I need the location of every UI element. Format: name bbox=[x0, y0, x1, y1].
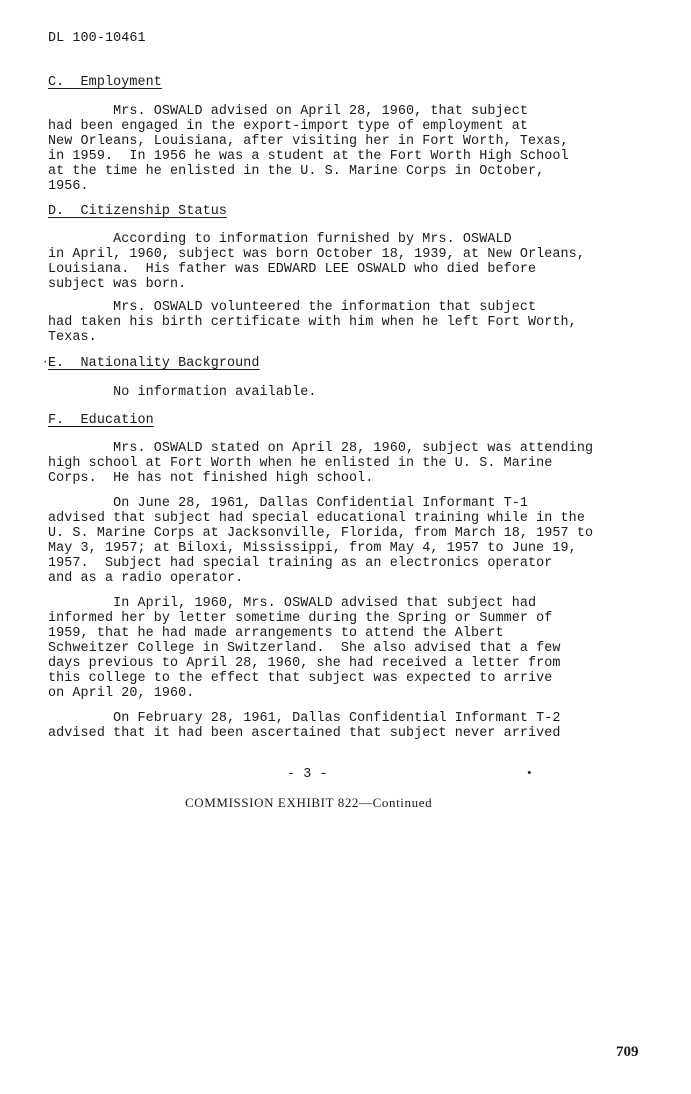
text-line: Texas. bbox=[48, 330, 97, 345]
text-line: No information available. bbox=[48, 385, 317, 400]
text-line: high school at Fort Worth when he enlisted in the U. S. Marine bbox=[48, 456, 553, 471]
text-line: in 1959. In 1956 he was a student at the Fort Worth High School bbox=[48, 149, 569, 164]
text-line: According to information furnished by Mrs. OSWALD bbox=[48, 232, 512, 247]
text-line: and as a radio operator. bbox=[48, 571, 244, 586]
heading-education: F. Education bbox=[48, 413, 154, 428]
text-line: Mrs. OSWALD advised on April 28, 1960, that subject bbox=[48, 104, 529, 119]
text-line: May 3, 1957; at Biloxi, Mississippi, from May 4, 1957 to June 19, bbox=[48, 541, 577, 556]
text-line: days previous to April 28, 1960, she had received a letter from bbox=[48, 656, 561, 671]
text-line: had taken his birth certificate with him when he left Fort Worth, bbox=[48, 315, 577, 330]
text-line: Schweitzer College in Switzerland. She also advised that a few bbox=[48, 641, 561, 656]
text-line: subject was born. bbox=[48, 277, 187, 292]
margin-tick-mark: · bbox=[42, 357, 49, 369]
heading-nationality-background: E. Nationality Background bbox=[48, 356, 260, 371]
text-line: this college to the effect that subject was expected to arrive bbox=[48, 671, 553, 686]
text-line: advised that it had been ascertained that subject never arrived bbox=[48, 726, 561, 741]
text-line: Mrs. OSWALD stated on April 28, 1960, subject was attending bbox=[48, 441, 594, 456]
text-line: advised that subject had special educational training while in the bbox=[48, 511, 585, 526]
file-number: DL 100-10461 bbox=[48, 31, 146, 46]
page-number: 709 bbox=[616, 1044, 639, 1060]
text-line: informed her by letter sometime during the Spring or Summer of bbox=[48, 611, 553, 626]
text-line: Mrs. OSWALD volunteered the information that subject bbox=[48, 300, 537, 315]
text-line: Corps. He has not finished high school. bbox=[48, 471, 374, 486]
text-line: on April 20, 1960. bbox=[48, 686, 195, 701]
text-line: in April, 1960, subject was born October 18, 1939, at New Orleans, bbox=[48, 247, 585, 262]
heading-citizenship-status: D. Citizenship Status bbox=[48, 204, 227, 219]
text-line: 1959, that he had made arrangements to attend the Albert bbox=[48, 626, 504, 641]
stray-mark: • bbox=[526, 768, 533, 780]
page-marker: - 3 - bbox=[287, 767, 328, 782]
text-line: New Orleans, Louisiana, after visiting her in Fort Worth, Texas, bbox=[48, 134, 569, 149]
exhibit-caption: COMMISSION EXHIBIT 822—Continued bbox=[185, 795, 433, 810]
text-line: 1957. Subject had special training as an electronics operator bbox=[48, 556, 553, 571]
text-line: Louisiana. His father was EDWARD LEE OSWALD who died before bbox=[48, 262, 537, 277]
text-line: On June 28, 1961, Dallas Confidential Informant T-1 bbox=[48, 496, 529, 511]
text-line: had been engaged in the export-import type of employment at bbox=[48, 119, 529, 134]
heading-employment: C. Employment bbox=[48, 75, 162, 90]
text-line: 1956. bbox=[48, 179, 89, 194]
text-line: In April, 1960, Mrs. OSWALD advised that subject had bbox=[48, 596, 537, 611]
text-line: at the time he enlisted in the U. S. Marine Corps in October, bbox=[48, 164, 545, 179]
text-line: U. S. Marine Corps at Jacksonville, Florida, from March 18, 1957 to bbox=[48, 526, 594, 541]
text-line: On February 28, 1961, Dallas Confidential Informant T-2 bbox=[48, 711, 561, 726]
